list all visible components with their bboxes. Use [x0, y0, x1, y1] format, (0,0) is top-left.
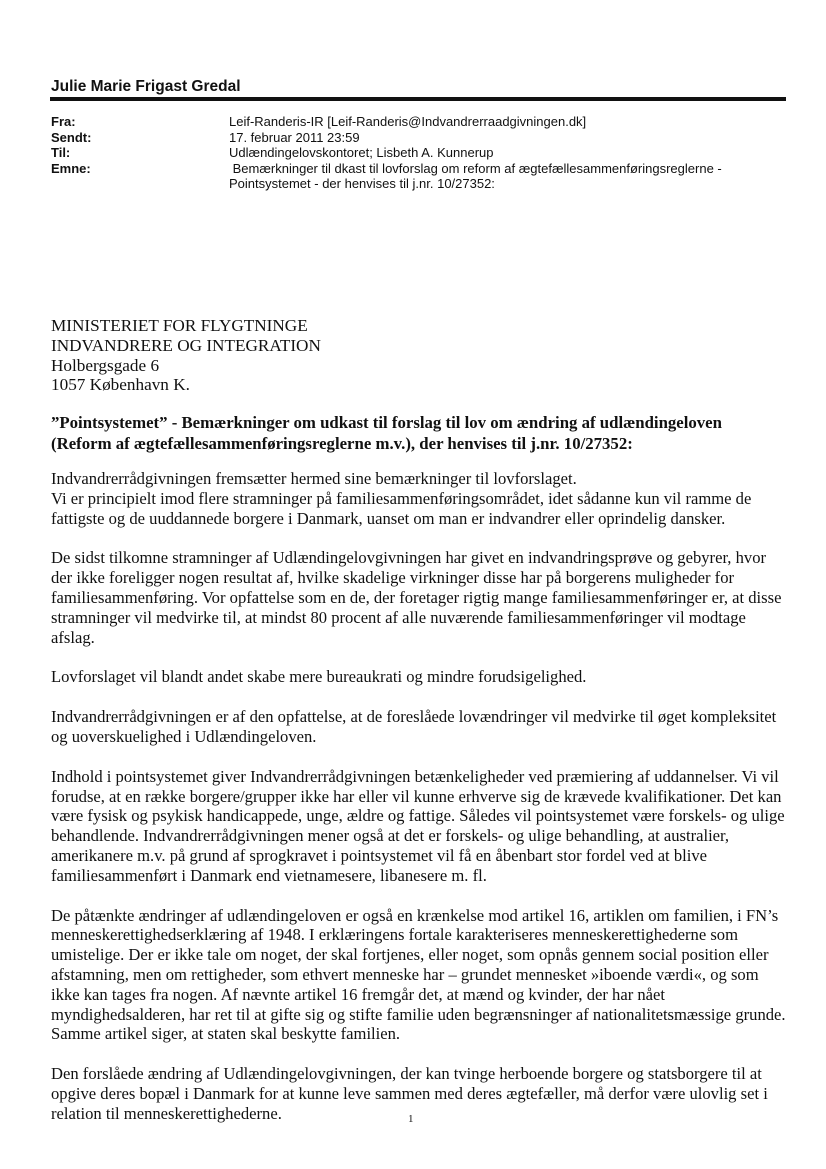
address-line: MINISTERIET FOR FLYGTNINGE	[51, 316, 308, 335]
subject-value: Bemærkninger til dkast til lovforslag om reform af ægtefællesammenføringsreglerne - Pointsystemet - der henvises til j.nr. 10/27352:	[229, 160, 726, 192]
header-rule	[50, 97, 786, 101]
sent-label: Sendt:	[51, 129, 92, 145]
to-value: Udlændingelovskontoret; Lisbeth A. Kunnerup	[229, 145, 494, 161]
subject-row	[51, 161, 781, 192]
paragraph: Indhold i pointsystemet giver Indvandrerrådgivningen betænkeligheder ved præmiering af uddannelser. Vi vil forudse, at en række borgere/grupper ikke har eller vil kunne erhverve sig de krævede kvalifikationer. Det kan være fysisk og psykisk handicappede, unge, ældre og fattige. Således vil pointsystemet være forskels- og ulige behandlende. Indvandrerrådgivningen mener også at det er forskels- og ulige behandling, at australier, amerikanere m.v. på grund af sprogkravet i pointsystemet vil få en åbenbart stor fordel ved at blive familiesammenført i Danmark end vietnamesere, libanesere m. fl.	[51, 766, 785, 885]
paragraph	[51, 469, 786, 528]
to-row	[51, 145, 781, 161]
sent-value: 17. februar 2011 23:59	[229, 129, 360, 145]
page-number: 1	[408, 1113, 414, 1125]
sender-name: Julie Marie Frigast Gredal	[51, 78, 241, 95]
paragraph: Lovforslaget vil blandt andet skabe mere bureaukrati og mindre forudsigelighed.	[51, 667, 587, 687]
paragraph: Den forslåede ændring af Udlændingelovgivningen, der kan tvinge herboende borgere og statsborgere til at opgive deres bopæl i Danmark for at kunne leve sammen med deres ægtefæller, må derfor være ulovlig set i relation til menneskerettighederne.	[51, 1064, 768, 1123]
letter-body	[51, 469, 786, 1144]
from-label: Fra:	[51, 114, 76, 129]
paragraph: De påtænkte ændringer af udlændingeloven er også en krænkelse mod artikel 16, artiklen om familien, i FN’s menneskerettighedserklæring af 1948. I erklæringens fortale karakteriseres menneskerettighederne som umistelige. Der er ikke tale om noget, der skal fortjenes, eller noget, som opnås gennem social position eller afstamning, men om rettigheder, som ethvert menneske har – grundet mennesket »iboende værdi«, og som ikke kan tages fra nogen. Af nævnte artikel 16 fremgår det, at mænd og kvinder, der har nået myndighedsalderen, har ret til at gifte sig og stifte familie uden begrænsninger af nationalitetsmæssige grunde. Samme artikel siger, at staten skal beskytte familien.	[51, 905, 786, 1044]
recipient-address	[51, 316, 321, 395]
letter-title: ”Pointsystemet” - Bemærkninger om udkast til forslag til lov om ændring af udlændingeloven (Reform af ægtefællesammenføringsreglerne m.v.), der henvises til j.nr. 10/27352:	[51, 413, 722, 453]
paragraph: De sidst tilkomne stramninger af Udlændingelovgivningen har givet en indvandringsprøve og gebyrer, hvor der ikke foreligger nogen resultat af, hvilke skadelige virkninger disse har på borgerens muligheder for familiesammenføring. Vor opfattelse som en de, der foretager rigtig mange familiesammenføringer er, at disse stramninger vil medvirke til, at mindst 80 procent af alle nuværende familiesammenføringer vil modtage afslag.	[51, 548, 782, 647]
address-line: INDVANDRERE OG INTEGRATION	[51, 335, 321, 355]
sent-row	[51, 130, 781, 146]
from-value: Leif-Randeris-IR [Leif-Randeris@Indvandrerraadgivningen.dk]	[229, 114, 587, 129]
paragraph: Indvandrerrådgivningen er af den opfattelse, at de foreslåede lovændringer vil medvirke til øget kompleksitet og uoverskuelighed i Udlændingeloven.	[51, 707, 777, 746]
paragraph-line: Indvandrerrådgivningen fremsætter hermed sine bemærkninger til lovforslaget.	[51, 469, 577, 488]
subject-label: Emne:	[51, 160, 91, 176]
address-line: 1057 København K.	[51, 375, 190, 395]
email-header	[51, 114, 781, 192]
from-row	[51, 114, 781, 130]
paragraph-line: Vi er principielt imod flere stramninger på familiesammenføringsområdet, idet sådanne kun vil ramme de fattigste og de uuddannede borgere i Danmark, uanset om man er indvandrer eller oprindelig dansker.	[51, 488, 752, 528]
address-line: Holbergsgade 6	[51, 355, 160, 375]
to-label: Til:	[51, 145, 71, 161]
